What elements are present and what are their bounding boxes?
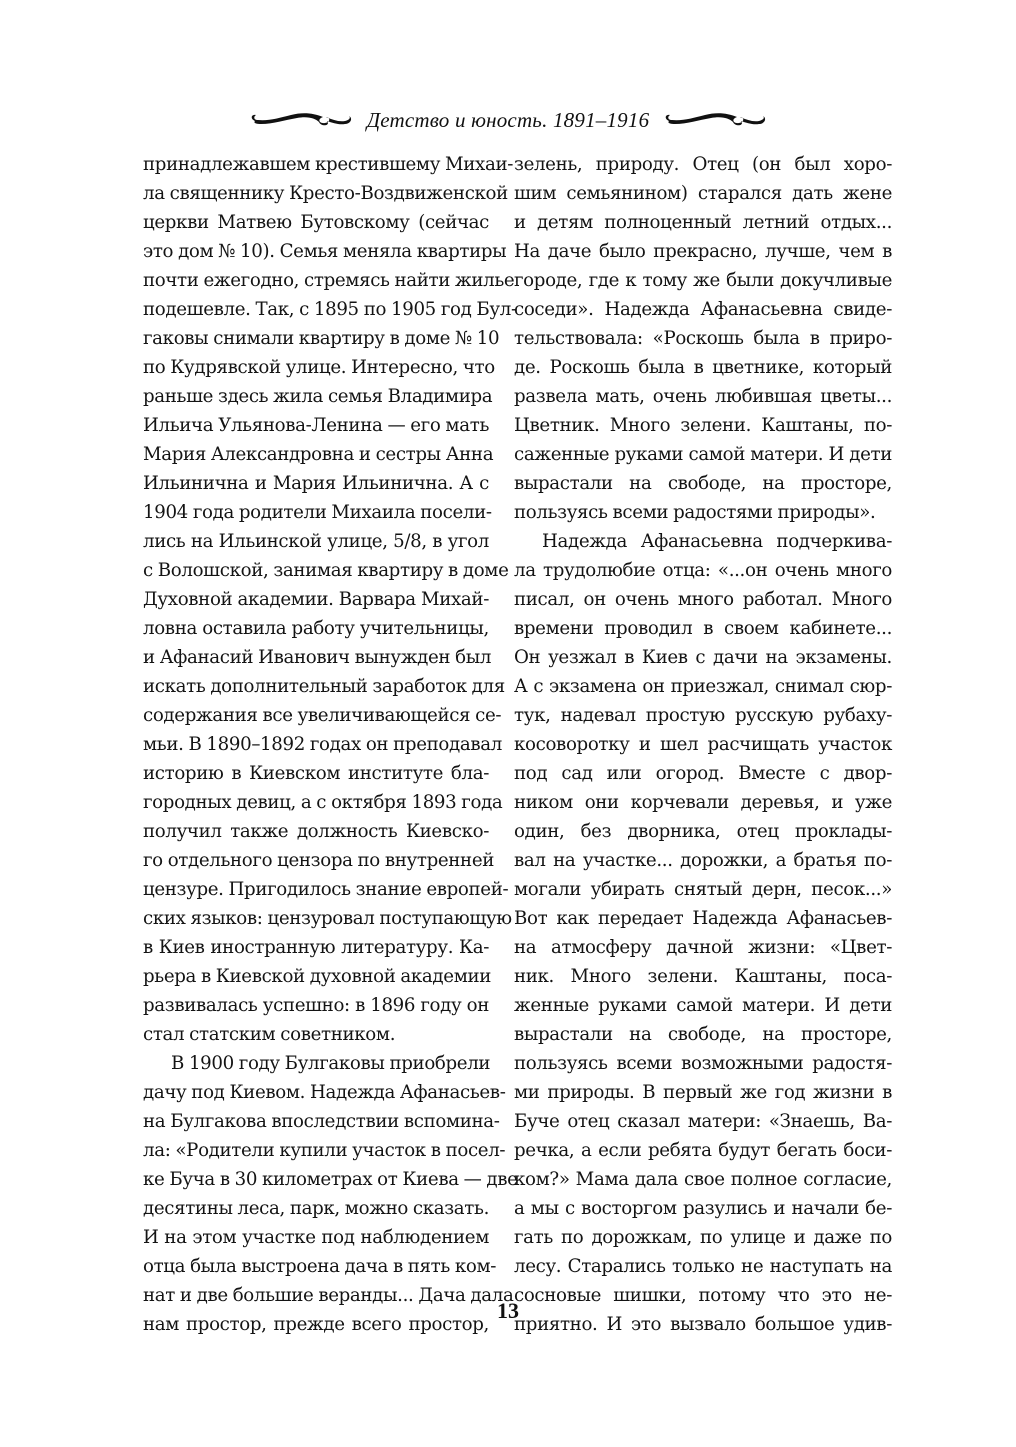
text-line: на Булгакова впоследствии вспомина- [143,1111,500,1132]
text-line: ла трудолюбие отца: «...он очень много [514,560,892,581]
text-line: принадлежавшем крестившему Михаи- [143,154,514,175]
text-line: речка, а если ребята будут бегать боси- [514,1140,892,1161]
text-line: косоворотку и шел расчищать участок [514,734,892,755]
text-line: тук, надевал простую русскую рубаху- [514,705,892,726]
text-line: развела мать, очень любившая цветы... [514,386,892,407]
text-line: На даче было прекрасно, лучше, чем в [514,241,892,262]
text-line: де. Роскошь была в цветнике, который [514,357,892,378]
text-line: содержания все увеличивающейся се- [143,705,502,726]
text-line: десятины леса, парк, можно сказать. [143,1198,489,1219]
text-line: ских языков: цензуровал поступающую [143,908,512,929]
text-line: тельствовала: «Роскошь была в приро- [514,328,892,349]
text-line: Ильинична и Мария Ильинична. А с [143,473,489,494]
text-line: и Афанасий Иванович вынужден был [143,647,492,668]
text-line: ла священнику Кресто-Воздвиженской [143,183,508,204]
text-line: ловна оставила работу учительницы, [143,618,489,639]
text-line: вырастали на свободе, на просторе, [514,473,892,494]
text-line: Цветник. Много зелени. Каштаны, по- [514,415,892,436]
text-line: Вот как передает Надежда Афанасьев- [514,908,892,929]
text-line: соседи». Надежда Афанасьевна свиде- [514,299,892,320]
text-line: вал на участке... дорожки, а братья по- [514,850,892,871]
text-line: вырастали на свободе, на просторе, [514,1024,892,1045]
text-line: ми природы. В первый же год жизни в [514,1082,892,1103]
text-line: ла: «Родители купили участок в посел- [143,1140,506,1161]
text-line: на атмосферу дачной жизни: «Цвет- [514,937,892,958]
text-line: рьера в Киевской духовной академии [143,966,492,987]
text-line: Буче отец сказал матери: «Знаешь, Ва- [514,1111,892,1132]
text-line: 1904 года родители Михаила посели- [143,502,492,523]
page-number: 13 [497,1298,519,1323]
right-text-column [514,150,892,1339]
text-line: могали убирать снятый дерн, песок...» [514,879,892,900]
text-line: Мария Александровна и сестры Анна [143,444,494,465]
paragraph-start-line: Надежда Афанасьевна подчеркива- [542,531,892,552]
running-head [0,104,1016,136]
text-line: гаковы снимали квартиру в доме № 10 [143,328,500,349]
text-line: лись на Ильинской улице, 5/8, в угол [143,531,489,552]
text-line: женные руками самой матери. И дети [514,995,892,1016]
running-head-title: Детство и юность. 1891–1916 [366,107,650,132]
text-line: сосновые шишки, потому что это не- [514,1285,892,1306]
text-line: искать дополнительный заработок для [143,676,505,697]
text-line: нам простор, прежде всего простор, [143,1314,489,1335]
text-line: развивалась успешно: в 1896 году он [143,995,489,1016]
text-line: это дом № 10). Семья меняла квартиры [143,241,507,262]
text-line: Духовной академии. Варвара Михай- [143,589,489,610]
text-line: один, без дворника, отец проклады- [514,821,892,842]
text-line: пользуясь всеми возможными радостя- [514,1053,892,1074]
text-line: И на этом участке под наблюдением [143,1227,489,1248]
text-line: подешевле. Так, с 1895 по 1905 год Бул- [143,299,517,320]
text-line: историю в Киевском институте бла- [143,763,489,784]
text-line: отца была выстроена дача в пять ком- [143,1256,497,1277]
text-line: гать по дорожкам, по улице и даже по [514,1227,892,1248]
text-line: нат и две большие веранды... Дача дала [143,1285,514,1306]
text-line: Он уезжал в Киев с дачи на экзамены. [514,647,892,668]
paragraph-start-line: В 1900 году Булгаковы приобрели [171,1053,491,1074]
text-line: стал статским советником. [143,1024,396,1045]
text-line: Ильича Ульянова-Ленина — его мать [143,415,489,436]
text-line: шим семьянином) старался дать жене [514,183,892,204]
flourish-ornament-icon [661,109,769,131]
text-line: а мы с восторгом разулись и начали бе- [514,1198,892,1219]
text-line: ником они корчевали деревья, и уже [514,792,892,813]
text-line: пользуясь всеми радостями природы». [514,502,876,523]
text-line: ке Буча в 30 километрах от Киева — две [143,1169,518,1190]
text-line: мьи. В 1890–1892 годах он преподавал [143,734,502,755]
text-line: по Кудрявской улице. Интересно, что [143,357,495,378]
text-line: ком?» Мама дала свое полное согласие, [514,1169,892,1190]
text-line: дачу под Киевом. Надежда Афанасьев- [143,1082,506,1103]
text-line: в Киев иностранную литературу. Ка- [143,937,489,958]
text-line: церкви Матвею Бутовскому (сейчас [143,212,489,233]
text-line: под сад или огород. Вместе с двор- [514,763,892,784]
text-line: А с экзамена он приезжал, снимал сюр- [514,676,892,697]
text-line: и детям полноценный летний отдых... [514,212,892,233]
text-line: городных девиц, а с октября 1893 года [143,792,503,813]
text-line: зелень, природу. Отец (он был хоро- [514,154,892,175]
text-line: го отдельного цензора по внутренней [143,850,495,871]
text-line: лесу. Старались только не наступать на [514,1256,892,1277]
text-line: цензуре. Пригодилось знание европей- [143,879,509,900]
text-line: получил также должность Киевско- [143,821,489,842]
text-line: саженные руками самой матери. И дети [514,444,892,465]
text-line: городе, где к тому же были докучливые [514,270,892,291]
text-line: писал, он очень много работал. Много [514,589,892,610]
text-line: времени проводил в своем кабинете... [514,618,892,639]
text-line: с Волошской, занимая квартиру в доме [143,560,509,581]
text-line: почти ежегодно, стремясь найти жилье [143,270,515,291]
text-line: приятно. И это вызвало большое удив- [514,1314,892,1335]
text-line: раньше здесь жила семья Владимира [143,386,493,407]
text-line: ник. Много зелени. Каштаны, поса- [514,966,892,987]
flourish-ornament-icon [247,109,355,131]
